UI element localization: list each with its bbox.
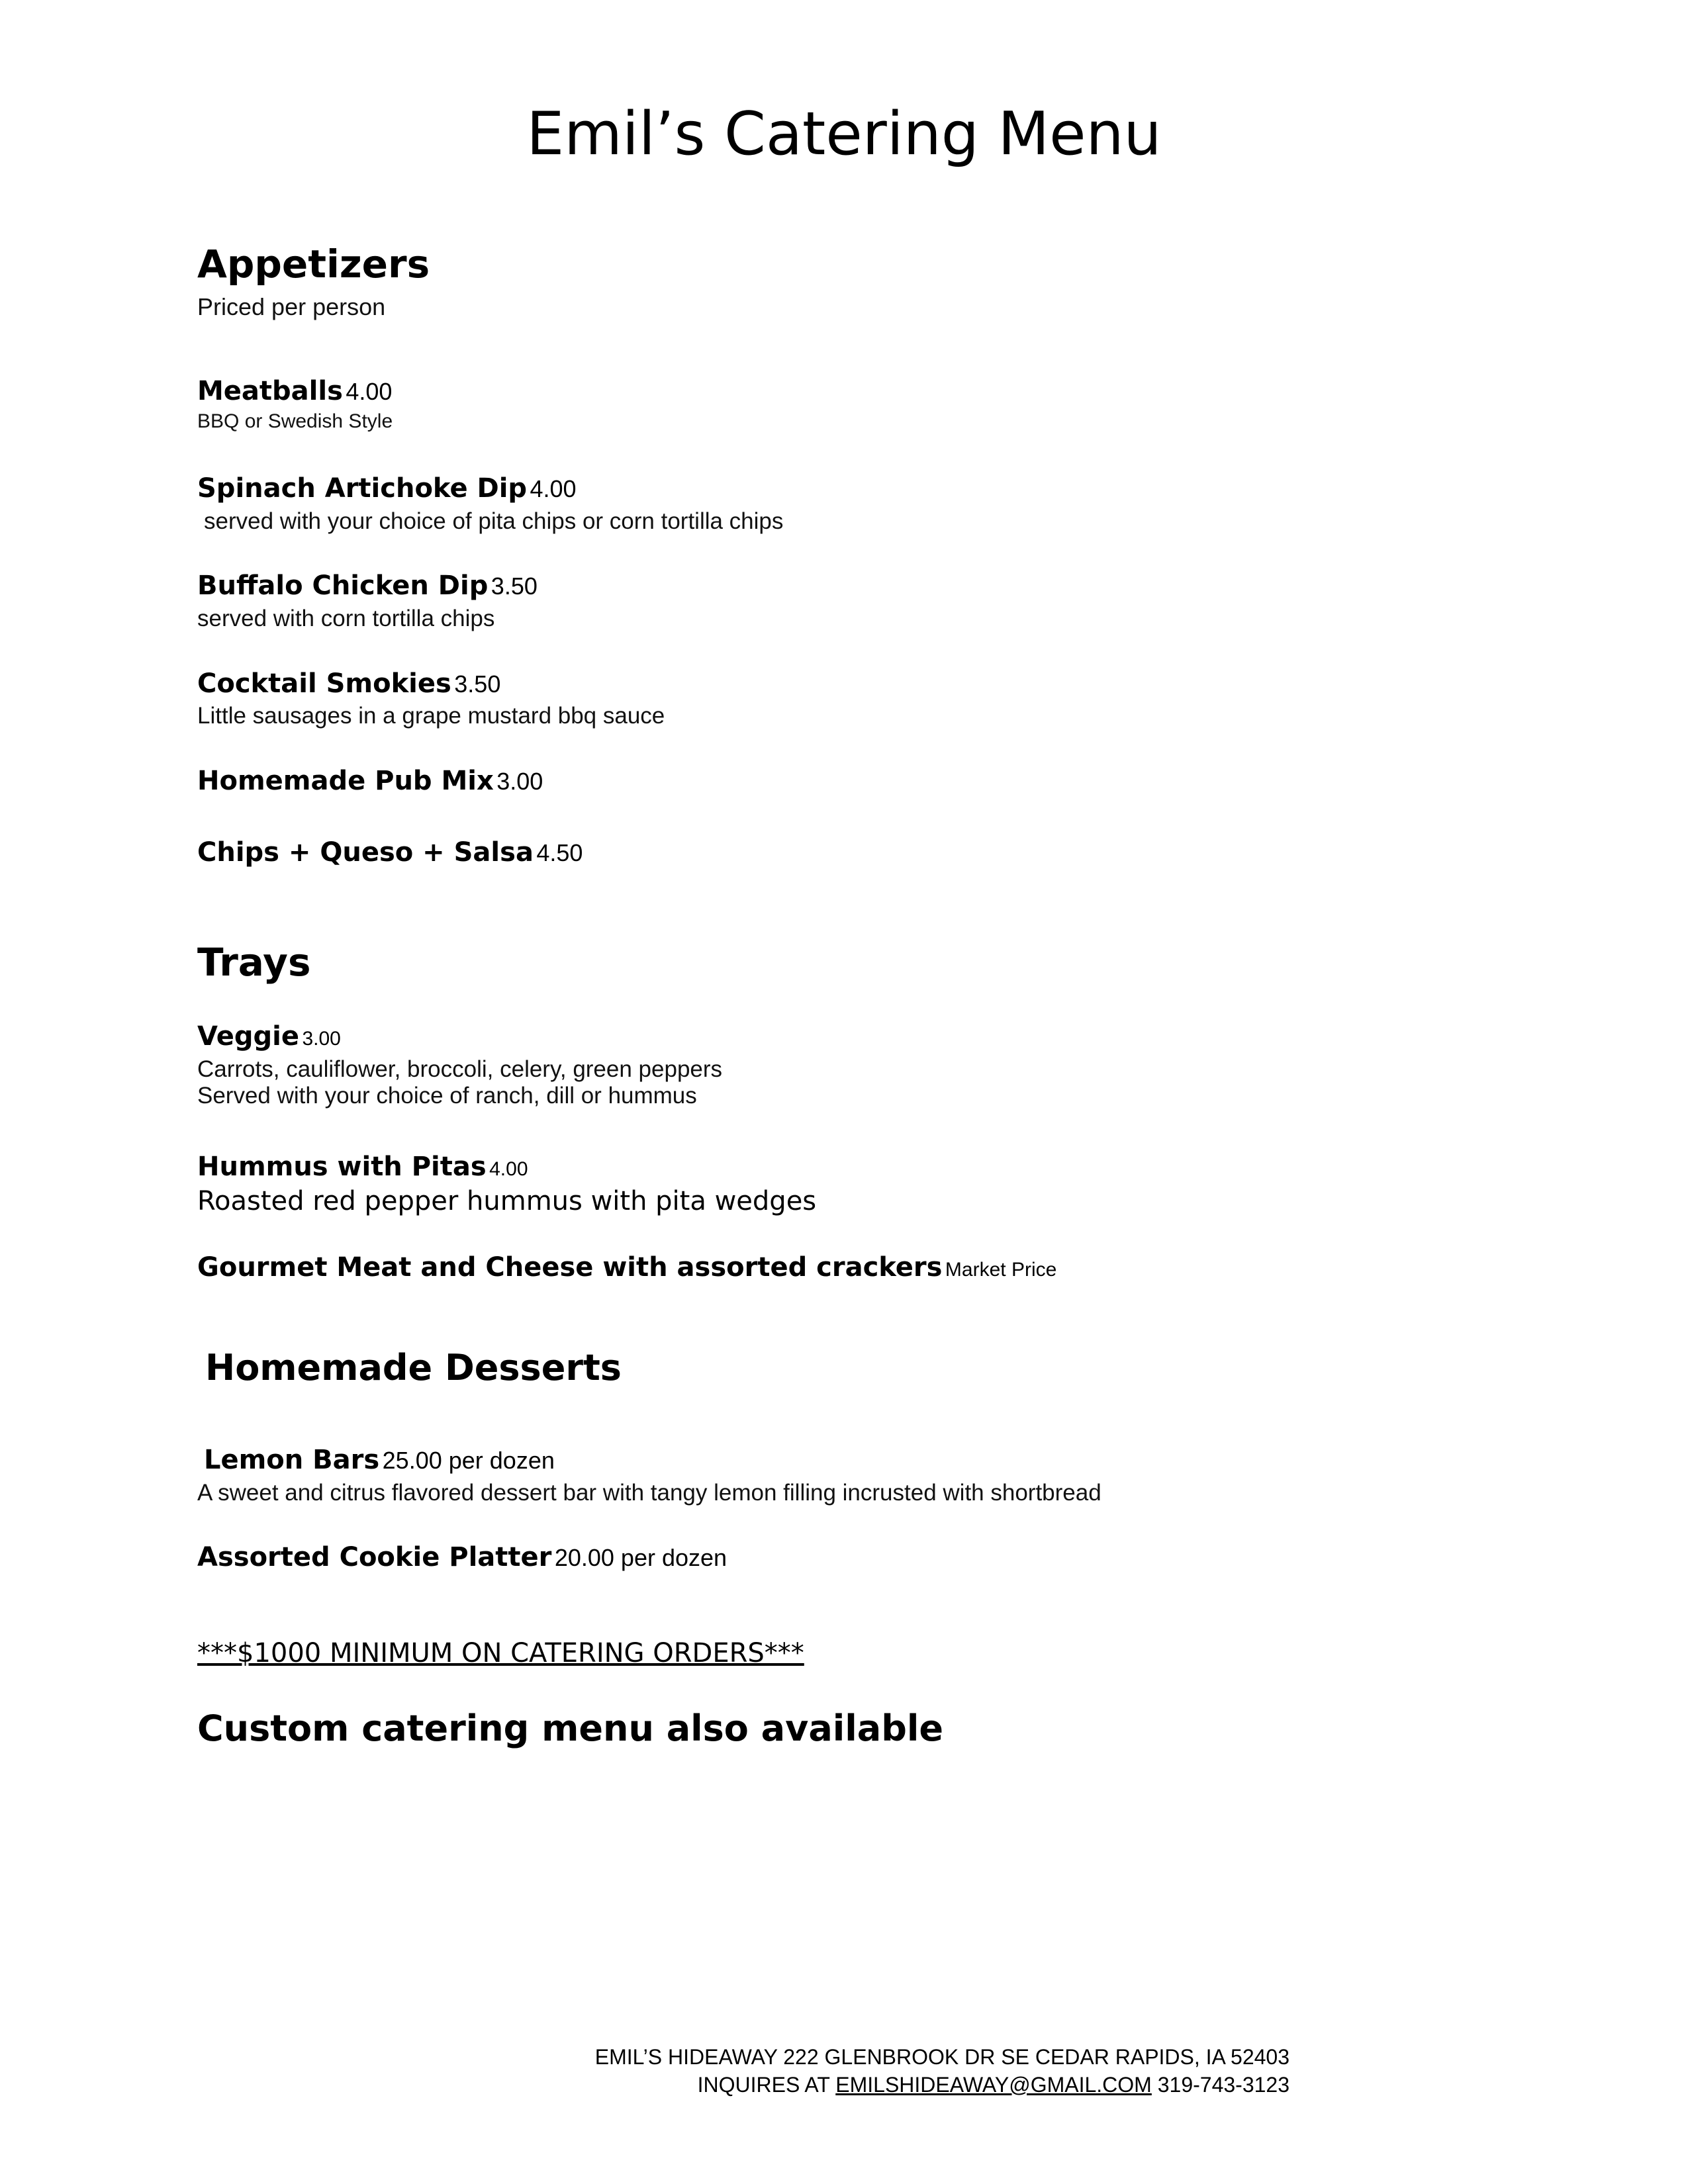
menu-item-homemade-pub-mix [197, 766, 543, 796]
section-heading-trays: Trays [197, 940, 311, 985]
item-name: Spinach Artichoke Dip [197, 473, 528, 504]
item-name: Cocktail Smokies [197, 668, 451, 699]
item-price: 4.50 [536, 839, 583, 866]
item-price: 3.00 [302, 1028, 341, 1050]
item-description: A sweet and citrus flavored dessert bar with tangy lemon filling incrusted with shortbread [197, 1480, 1102, 1506]
item-name: Lemon Bars [204, 1445, 380, 1475]
item-price: 20.00 per dozen [554, 1544, 727, 1571]
item-description: served with your choice of pita chips or corn tortilla chips [204, 508, 784, 534]
footer-address: EMIL’S HIDEAWAY 222 GLENBROOK DR SE CEDAR RAPIDS, IA 52403 [594, 2045, 1289, 2069]
footer-contact [698, 2073, 1289, 2097]
item-price: 4.00 [489, 1158, 528, 1180]
item-price: 25.00 per dozen [382, 1447, 555, 1474]
item-description: Roasted red pepper hummus with pita wedges [197, 1186, 817, 1216]
item-price: 3.00 [496, 768, 543, 795]
menu-item-lemon-bars [204, 1445, 555, 1475]
section-heading-desserts: Homemade Desserts [205, 1347, 622, 1388]
item-name: Meatballs [197, 376, 343, 406]
section-heading-appetizers: Appetizers [197, 242, 430, 287]
item-description: Served with your choice of ranch, dill or hummus [197, 1083, 697, 1109]
menu-item-buffalo-chicken-dip [197, 570, 538, 601]
page-title: Emil’s Catering Menu [526, 99, 1162, 169]
menu-item-assorted-cookie-platter [197, 1542, 727, 1572]
menu-item-spinach-artichoke-dip [197, 473, 577, 504]
item-price: 3.50 [491, 572, 538, 600]
appetizers-pricing-note: Priced per person [197, 293, 386, 320]
item-description: Little sausages in a grape mustard bbq sauce [197, 703, 665, 729]
menu-item-chips-queso-salsa [197, 837, 583, 868]
item-price: 3.50 [454, 670, 501, 698]
catering-minimum-notice: ***$1000 MINIMUM ON CATERING ORDERS*** [197, 1638, 804, 1668]
item-description: BBQ or Swedish Style [197, 410, 393, 432]
item-description: Carrots, cauliflower, broccoli, celery, green peppers [197, 1056, 723, 1082]
custom-menu-notice: Custom catering menu also available [197, 1707, 944, 1749]
footer-inquires-label: INQUIRES AT [697, 2073, 830, 2097]
menu-item-veggie [197, 1021, 341, 1052]
item-name: Veggie [197, 1021, 300, 1052]
item-price: Market Price [945, 1259, 1057, 1281]
item-name: Chips + Queso + Salsa [197, 837, 534, 868]
item-name: Buffalo Chicken Dip [197, 570, 489, 601]
item-name: Hummus with Pitas [197, 1152, 487, 1182]
item-price: 4.00 [346, 378, 393, 405]
item-description: served with corn tortilla chips [197, 606, 495, 631]
item-name: Assorted Cookie Platter [197, 1542, 552, 1572]
item-name: Gourmet Meat and Cheese with assorted crackers [197, 1252, 943, 1283]
menu-item-gourmet-meat-and-cheese [197, 1252, 1056, 1283]
footer-phone: 319-743-3123 [1157, 2073, 1289, 2097]
footer-email-link[interactable]: EMILSHIDEAWAY@GMAIL.COM [835, 2073, 1152, 2097]
menu-item-cocktail-smokies [197, 668, 500, 699]
item-name: Homemade Pub Mix [197, 766, 494, 796]
menu-item-hummus-with-pitas [197, 1152, 528, 1182]
item-price: 4.00 [530, 475, 577, 502]
menu-item-meatballs [197, 376, 392, 406]
